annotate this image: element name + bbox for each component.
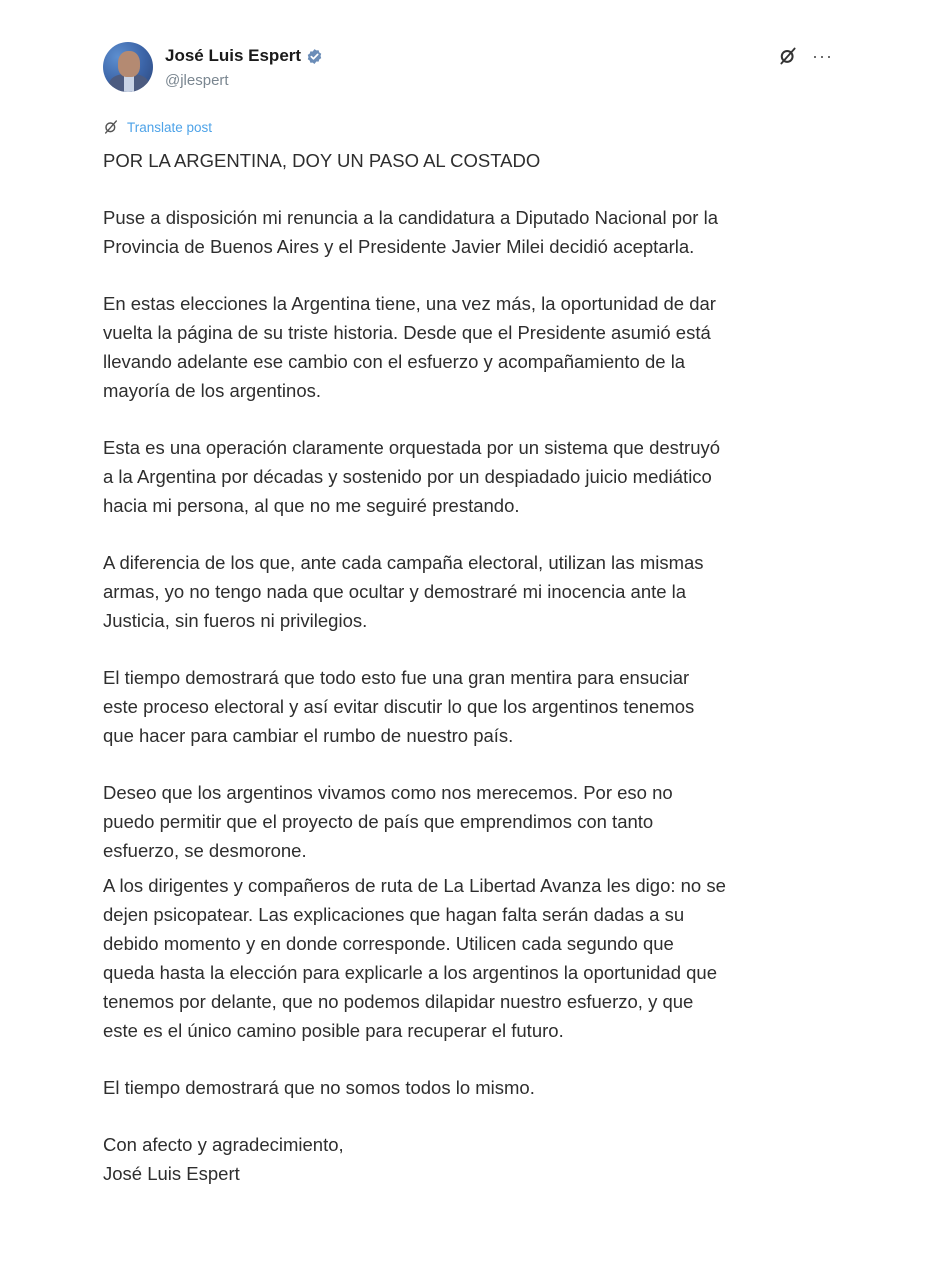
paragraph-line: llevando adelante ese cambio con el esfuerzo y acompañamiento de la — [103, 351, 686, 372]
paragraph-line: dejen psicopatear. Las explicaciones que hagan falta serán dadas a su — [103, 904, 685, 925]
paragraph-5 — [103, 663, 843, 750]
paragraph-line: mayoría de los argentinos. — [103, 380, 322, 401]
paragraph-line: Justicia, sin fueros ni privilegios. — [103, 610, 368, 631]
paragraph-line: puedo permitir que el proyecto de país que emprendimos con tanto — [103, 811, 654, 832]
paragraph-2 — [103, 289, 843, 405]
paragraph-line: a la Argentina por décadas y sostenido por un despiadado juicio mediático — [103, 466, 712, 487]
paragraph-line: este proceso electoral y así evitar discutir lo que los argentinos tenemos — [103, 696, 695, 717]
paragraph-8 — [103, 1073, 843, 1102]
author-display-name[interactable]: José Luis Espert — [165, 46, 302, 65]
paragraph-4 — [103, 548, 843, 635]
paragraph-3 — [103, 433, 843, 520]
name-row — [165, 46, 323, 66]
translate-post-label[interactable]: Translate post — [127, 119, 213, 135]
signature-closing: Con afecto y agradecimiento, — [103, 1134, 344, 1155]
paragraph-1 — [103, 203, 843, 261]
paragraph-line: esfuerzo, se desmorone. — [103, 840, 307, 861]
signature-name: José Luis Espert — [103, 1163, 240, 1184]
paragraph-line: armas, yo no tengo nada que ocultar y demostraré mi inocencia ante la — [103, 581, 687, 602]
avatar-face — [118, 51, 140, 77]
paragraph-line: Esta es una operación claramente orquestada por un sistema que destruyó — [103, 437, 721, 458]
translate-post-link[interactable] — [103, 119, 212, 135]
paragraph-line: queda hasta la elección para explicarle a los argentinos la oportunidad que — [103, 962, 718, 983]
signature — [103, 1130, 843, 1188]
paragraph-line: El tiempo demostrará que no somos todos lo mismo. — [103, 1077, 535, 1098]
verified-badge-icon — [306, 48, 323, 65]
paragraph-line: que hacer para cambiar el rumbo de nuestro país. — [103, 725, 514, 746]
paragraph-line: tenemos por delante, que no podemos dilapidar nuestro esfuerzo, y que — [103, 991, 694, 1012]
post-body — [103, 146, 843, 1188]
paragraph-7 — [103, 871, 843, 1045]
avatar[interactable] — [103, 42, 153, 92]
paragraph-line: este es el único camino posible para recuperar el futuro. — [103, 1020, 564, 1041]
more-options-icon[interactable]: ··· — [812, 46, 833, 66]
author-handle[interactable]: @jlespert — [165, 72, 229, 89]
paragraph-line: A los dirigentes y compañeros de ruta de La Libertad Avanza les digo: no se — [103, 875, 726, 896]
post-title-text: POR LA ARGENTINA, DOY UN PASO AL COSTADO — [103, 150, 541, 171]
post-actions — [778, 46, 833, 66]
paragraph-line: A diferencia de los que, ante cada campaña electoral, utilizan las mismas — [103, 552, 704, 573]
paragraph-line: debido momento y en donde corresponde. Utilicen cada segundo que — [103, 933, 674, 954]
paragraph-line: Deseo que los argentinos vivamos como nos merecemos. Por eso no — [103, 782, 673, 803]
post-header — [103, 42, 833, 96]
grok-icon[interactable] — [778, 46, 798, 66]
post-title — [103, 146, 843, 175]
paragraph-line: En estas elecciones la Argentina tiene, una vez más, la oportunidad de dar — [103, 293, 716, 314]
paragraph-6 — [103, 778, 843, 865]
translate-icon — [103, 119, 119, 135]
paragraph-line: vuelta la página de su triste historia. Desde que el Presidente asumió está — [103, 322, 711, 343]
paragraph-line: hacia mi persona, al que no me seguiré prestando. — [103, 495, 520, 516]
paragraph-line: Puse a disposición mi renuncia a la candidatura a Diputado Nacional por la — [103, 207, 718, 228]
paragraph-line: Provincia de Buenos Aires y el Presidente Javier Milei decidió aceptarla. — [103, 236, 695, 257]
paragraph-line: El tiempo demostrará que todo esto fue una gran mentira para ensuciar — [103, 667, 690, 688]
